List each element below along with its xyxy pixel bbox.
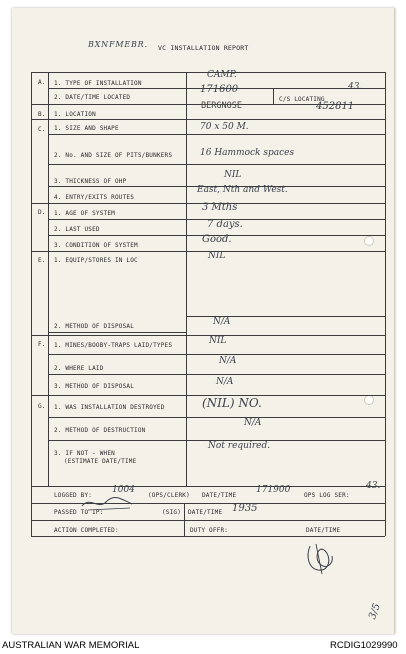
equip-stores-value: NIL xyxy=(208,251,226,261)
date-time-label: DATE/TIME xyxy=(306,527,341,534)
estimate-date-value: Not required. xyxy=(208,441,271,451)
pits-bunkers-value: 16 Hammock spaces xyxy=(200,148,295,158)
field-label: 2. DATE/TIME LOCATED xyxy=(54,94,131,101)
section-rule xyxy=(31,486,385,487)
disposal-method-value: N/A xyxy=(213,317,231,327)
section-letter: G. xyxy=(38,403,46,410)
row-rule xyxy=(48,219,186,220)
row-rule xyxy=(186,417,385,418)
location-value: BERGNOSE xyxy=(201,101,242,111)
cs-locating-label: C/S LOCATING xyxy=(279,96,325,103)
destruction-method-value: N/A xyxy=(244,418,262,428)
date-time-label: DATE/TIME xyxy=(188,509,223,516)
sig-label: (SIG) xyxy=(162,509,182,516)
row-rule xyxy=(48,440,186,441)
row-rule xyxy=(48,354,186,355)
installation-type-value: CAMP. xyxy=(207,70,237,80)
field-label: 1. WAS INSTALLATION DESTROYED xyxy=(54,404,165,411)
row-rule xyxy=(48,186,186,187)
ops-log-ser-label: OPS LOG SER: xyxy=(304,492,350,499)
grid-reference-value: 452811 xyxy=(316,101,355,112)
field-label: 1. TYPE OF INSTALLATION xyxy=(54,80,142,87)
row-rule xyxy=(48,417,186,418)
date-time-label: DATE/TIME xyxy=(202,492,237,499)
footer-rule xyxy=(31,520,385,521)
margin-note: 3/5 xyxy=(367,602,383,621)
row-rule xyxy=(186,164,385,165)
field-label-line2: (ESTIMATE DATE/TIME xyxy=(64,458,137,465)
logged-by-value: 1004 xyxy=(112,485,135,495)
field-label: 2. METHOD OF DESTRUCTION xyxy=(54,427,146,434)
section-letter: F. xyxy=(38,341,46,348)
ohp-thickness-value: NIL xyxy=(224,170,242,180)
row-rule xyxy=(48,374,186,375)
mines-disposal-value: N/A xyxy=(216,377,234,387)
logged-by-label: LOGGED BY: xyxy=(54,492,93,499)
where-laid-value: N/A xyxy=(219,356,237,366)
row-rule xyxy=(48,332,186,333)
section-letter: D. xyxy=(38,209,46,216)
punch-hole xyxy=(364,395,374,405)
action-completed-label: ACTION COMPLETED: xyxy=(54,527,119,534)
report-title: VC INSTALLATION REPORT xyxy=(158,44,249,52)
row-rule xyxy=(48,134,186,135)
duty-offr-label: DUTY OFFR: xyxy=(190,527,229,534)
field-label: 3. IF NOT - WHEN xyxy=(54,450,115,457)
section-letter: C. xyxy=(38,126,46,133)
field-label: 1. MINES/BOOBY-TRAPS LAID/TYPES xyxy=(54,342,173,349)
mines-traps-value: NIL xyxy=(209,336,227,346)
row-rule xyxy=(186,374,385,375)
frame-bottom xyxy=(31,536,385,537)
section-letter: A. xyxy=(38,79,46,86)
footer-divider xyxy=(184,503,185,536)
frame-left xyxy=(31,72,32,536)
section-rule xyxy=(31,119,385,120)
passed-to-label: PASSED TO IP: xyxy=(54,509,104,516)
logged-date-time-value: 171900 xyxy=(256,485,291,495)
cs-box-divider xyxy=(273,88,274,104)
logged-by-scribble xyxy=(80,494,140,514)
field-label: 1. LOCATION xyxy=(54,111,96,118)
ops-clerk-label: (OPS/CLERK) xyxy=(148,492,190,499)
passed-date-time-value: 1935 xyxy=(232,503,258,514)
row-rule xyxy=(186,134,385,135)
handwritten-reference: BXNFMEBR. xyxy=(88,40,148,49)
field-label: 1. SIZE AND SHAPE xyxy=(54,125,119,132)
section-letter: E. xyxy=(38,257,46,264)
field-label: 1. AGE OF SYSTEM xyxy=(54,210,115,217)
ops-log-ser-value: 43. xyxy=(366,481,381,491)
section-letter: B. xyxy=(38,111,46,118)
field-label: 3. METHOD OF DISPOSAL xyxy=(54,383,135,390)
last-used-value: 7 days. xyxy=(207,219,243,230)
field-label: 2. WHERE LAID xyxy=(54,365,104,372)
row-rule xyxy=(48,235,186,236)
size-shape-value: 70 x 50 M. xyxy=(200,122,249,132)
entry-exit-value: East, Nth and West. xyxy=(197,185,288,195)
signature-mark xyxy=(302,538,342,578)
row-rule xyxy=(186,354,385,355)
frame-right xyxy=(385,72,386,536)
punch-hole xyxy=(364,236,374,246)
cs-locating-value: 43. xyxy=(348,82,363,92)
date-time-located-value: 171600 xyxy=(200,84,239,95)
section-rule xyxy=(31,335,385,336)
system-age-value: 3 Mths xyxy=(202,202,238,213)
footer-institution: AUSTRALIAN WAR MEMORIAL xyxy=(2,640,140,651)
field-label: 3. CONDITION OF SYSTEM xyxy=(54,242,138,249)
field-label: 3. THICKNESS OF OHP xyxy=(54,178,127,185)
field-label: 4. ENTRY/EXITS ROUTES xyxy=(54,194,135,201)
field-label: 2. METHOD OF DISPOSAL xyxy=(54,323,135,330)
field-label: 2. LAST USED xyxy=(54,226,100,233)
field-label: 1. EQUIP/STORES IN LOC xyxy=(54,257,138,264)
row-rule xyxy=(48,164,186,165)
row-rule xyxy=(48,88,186,89)
system-condition-value: Good. xyxy=(202,234,232,245)
field-label: 2. No. AND SIZE OF PITS/BUNKERS xyxy=(54,152,173,159)
destroyed-value: (NIL) NO. xyxy=(202,396,262,410)
footer-record-id: RCDIG1029990 xyxy=(330,640,398,651)
